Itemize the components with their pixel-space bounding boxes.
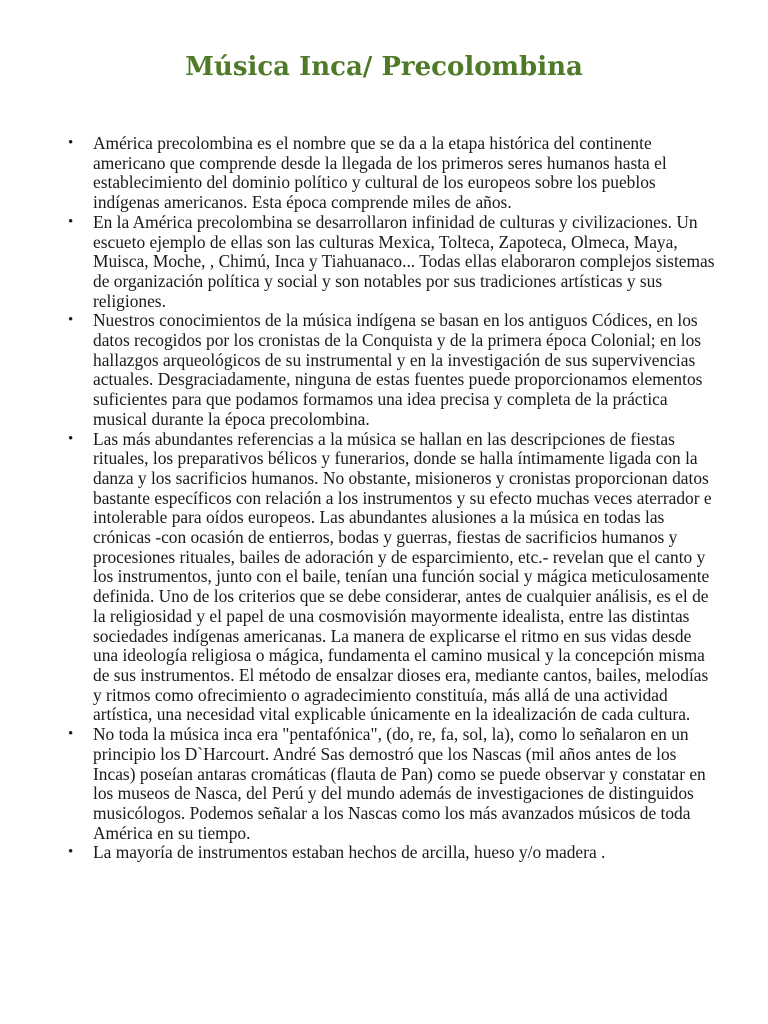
document-body [68, 134, 718, 863]
paragraph-text: Nuestros conocimientos de la música indígena se basan en los antiguos Códices, en los datos recogidos por los cronistas de la Conquista y de la primera época Colonial; en los hallazgos arqueológicos de su instrumental y en la investigación de sus supervivencias actuales. Desgraciadamente, ninguna de estas fuentes puede proporcionamos elementos suficientes para que podamos formamos una idea precisa y completa de la práctica musical durante la época precolombina. [93, 310, 703, 429]
list-item [68, 843, 718, 863]
bullet-icon: • [68, 135, 74, 151]
bullet-list [68, 134, 718, 863]
bullet-icon: • [68, 844, 74, 861]
bullet-icon: • [68, 726, 74, 743]
bullet-icon: • [68, 213, 74, 230]
paragraph-text: Las más abundantes referencias a la música se hallan en las descripciones de fiestas rituales, los preparativos bélicos y funerarios, donde se halla íntimamente ligada con la danza y los sacrificios humanos. No obstante, misioneros y cronistas proporcionan datos bastante específicos con relación a los instrumentos y su efecto muchas veces aterrador e intolerable para oídos europeos. Las abundantes alusiones a la música en todas las crónicas -con ocasión de entierros, bodas y guerras, fiestas de sacrificios humanos y procesiones rituales, bailes de adoración y de esparcimiento, etc.- revelan que el canto y los instrumentos, junto con el baile, tenían una función social y mágica meticulosamente definida. Uno de los criterios que se debe considerar, antes de cualquier análisis, es el de la religiosidad y el papel de una cosmovisión mayormente idealista, entre las distintas sociedades indígenas americanas. La manera de explicarse el ritmo en sus vidas desde una ideología religiosa o mágica, fundamenta el camino musical y la concepción misma de sus instrumentos. El método de ensalzar dioses era, mediante cantos, bailes, melodías y ritmos como ofrecimiento o agradecimiento constituía, más allá de una actividad artística, una necesidad vital explicable únicamente en la idealización de cada cultura. [93, 428, 712, 725]
bullet-icon: • [68, 430, 74, 447]
bullet-icon: • [68, 312, 74, 329]
paragraph-text: La mayoría de instrumentos estaban hechos de arcilla, hueso y/o madera . [93, 842, 606, 863]
page-title: Música Inca/ Precolombina [185, 52, 583, 82]
list-item [68, 134, 718, 213]
list-item [68, 311, 718, 429]
list-item [68, 430, 718, 726]
paragraph-text: No toda la música inca era "pentafónica", (do, re, fa, sol, la), como lo señalaron en un principio los D`Harcourt. André Sas demostró que los Nascas (mil años antes de los Incas) poseían antaras cromáticas (flauta de Pan) como se puede observar y constatar en los museos de Nasca, del Perú y del mundo además de investigaciones de distinguidos musicólogos. Podemos señalar a los Nascas como los más avanzados músicos de toda América en su tiempo. [93, 724, 706, 843]
paragraph-text: En la América precolombina se desarrollaron infinidad de culturas y civilizaciones. Un escueto ejemplo de ellas son las culturas Mexica, Tolteca, Zapoteca, Olmeca, Maya, Muisca, Moche, , Chimú, Inca y Tiahuanaco... Todas ellas elaboraron complejos sistemas de organización política y social y son notables por sus tradiciones artísticas y sus religiones. [93, 211, 715, 311]
list-item [68, 213, 718, 312]
list-item [68, 725, 718, 843]
paragraph-text: América precolombina es el nombre que se da a la etapa histórica del continente americano que comprende desde la llegada de los primeros seres humanos hasta el establecimiento del dominio político y cultural de los europeos sobre los pueblos indígenas americanos. Esta época comprende miles de años. [93, 133, 667, 213]
